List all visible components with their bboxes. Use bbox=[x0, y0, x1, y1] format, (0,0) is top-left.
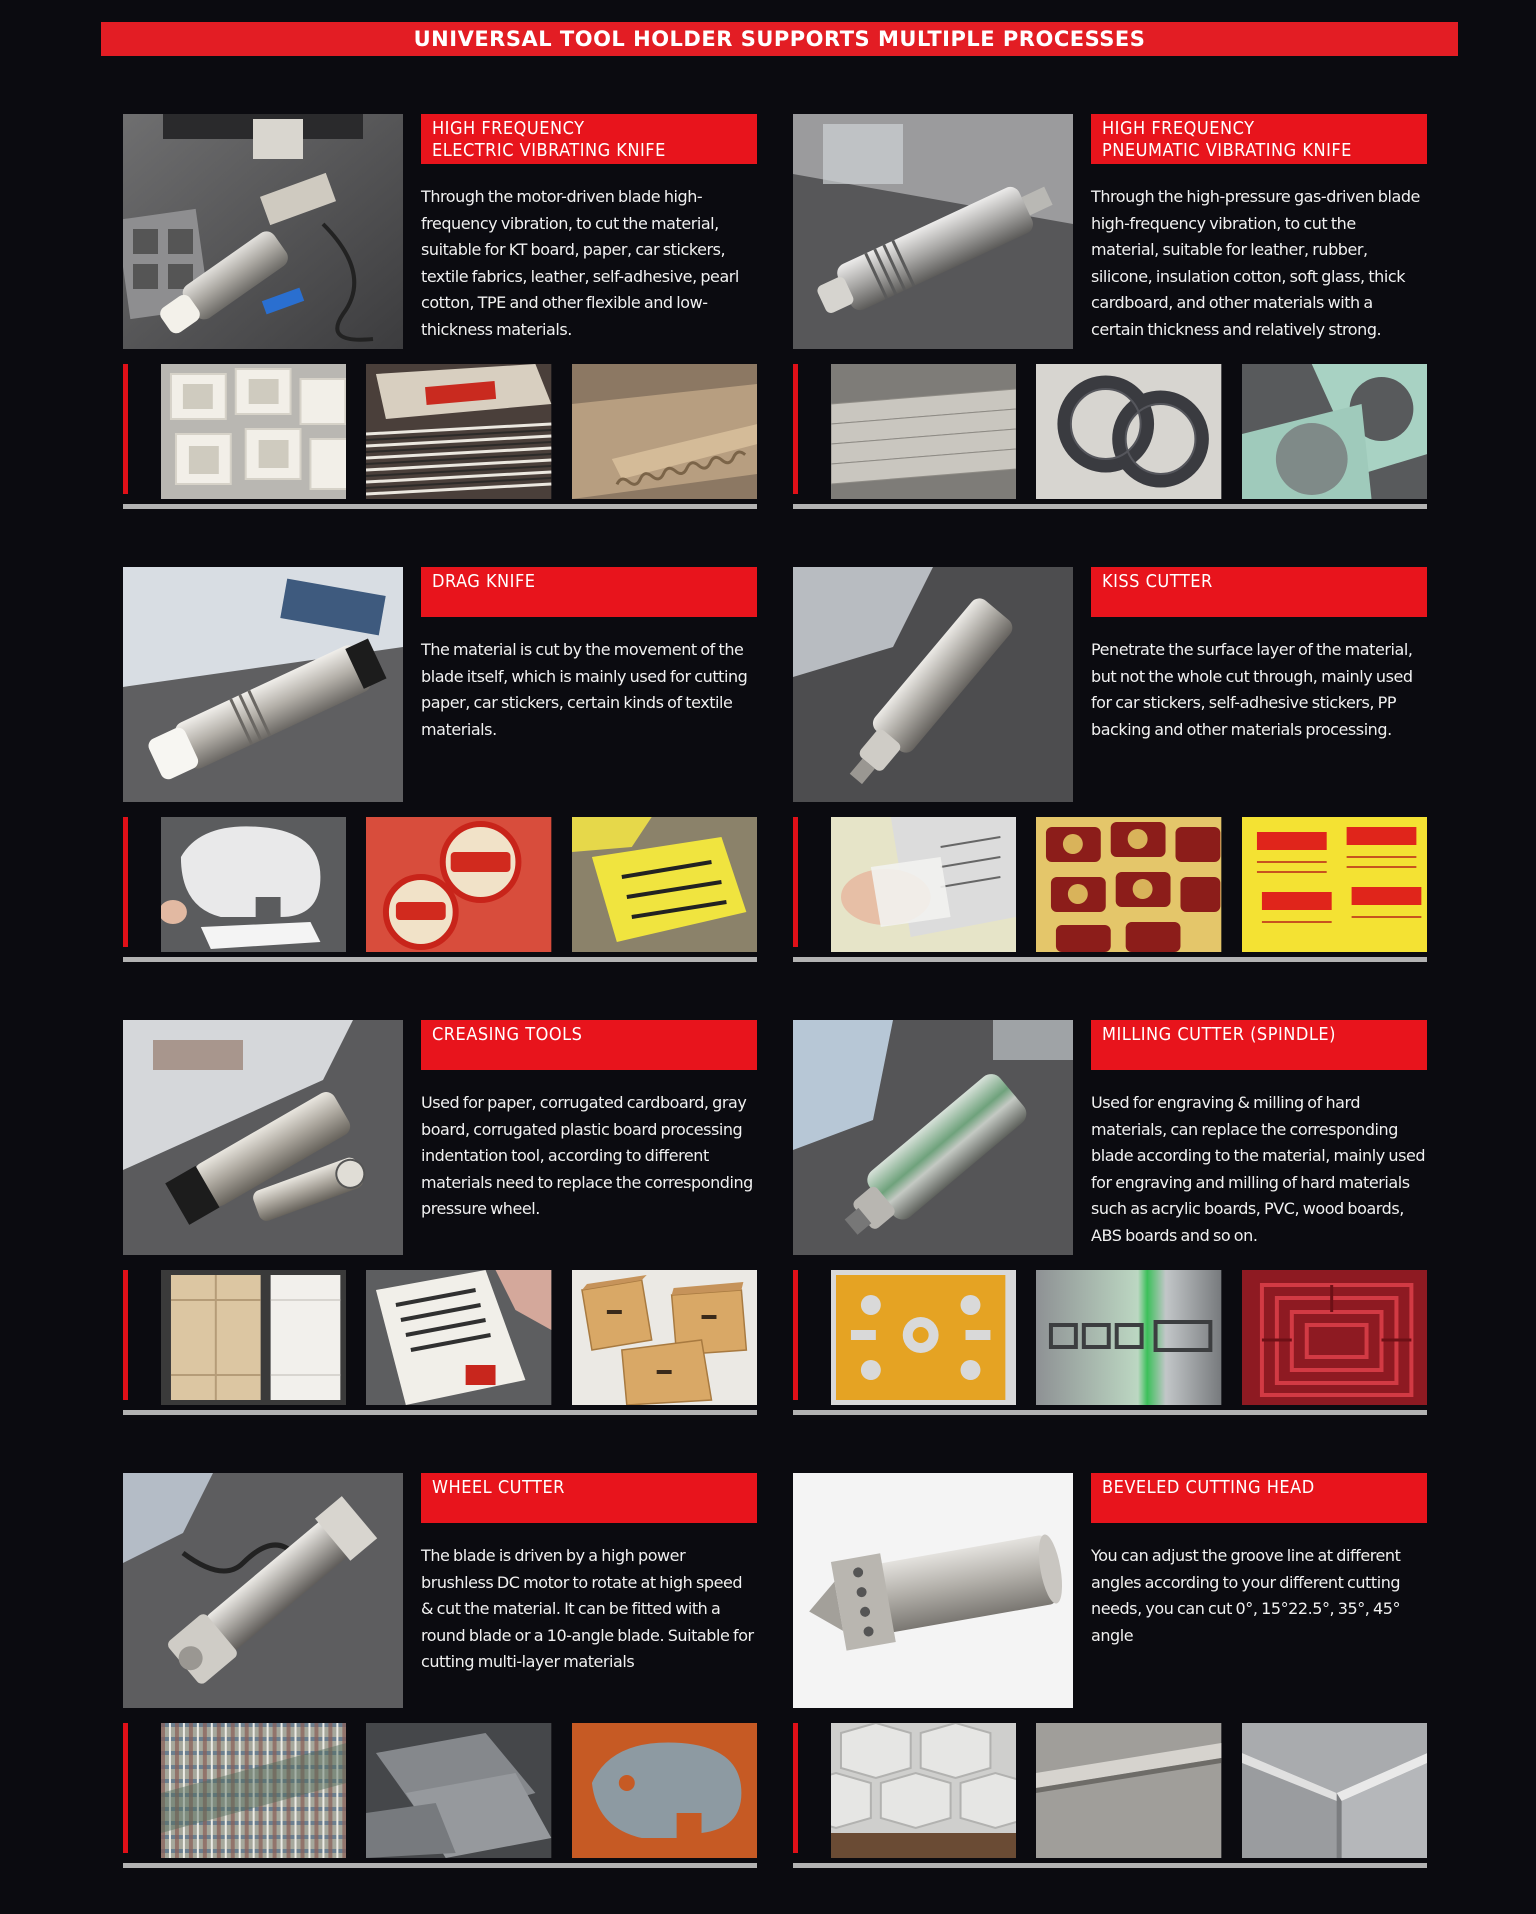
sample-gallery bbox=[831, 1723, 1427, 1858]
sample-image-warning-stickers bbox=[572, 817, 757, 952]
sample-image-silver-label bbox=[831, 817, 1016, 952]
tool-title bbox=[1091, 1020, 1427, 1070]
tool-description: The material is cut by the movement of the blade itself, which is mainly used for cutting paper, car stickers, certain kinds of textile materials. bbox=[421, 640, 748, 739]
sample-image-printed-boards bbox=[366, 364, 551, 499]
accent-bar bbox=[123, 364, 128, 494]
sample-image-kraft-labels bbox=[1036, 817, 1221, 952]
sample-image-cartons bbox=[572, 1270, 757, 1405]
sample-gallery bbox=[161, 364, 757, 499]
tool-description: You can adjust the groove line at different angles according to your different cutting needs, you can cut 0°, 15°22.5°, 35°, 45° angle bbox=[1091, 1546, 1401, 1645]
tool-card-wheel-cutter bbox=[123, 1473, 757, 1893]
accent-bar bbox=[123, 1723, 128, 1853]
sample-image-v-groove bbox=[1036, 1723, 1221, 1858]
sample-gallery bbox=[161, 817, 757, 952]
tool-photo bbox=[123, 1473, 403, 1708]
section-divider bbox=[123, 957, 757, 962]
tool-title-line1: HIGH FREQUENCY bbox=[432, 118, 585, 139]
sample-image-red-stickers bbox=[366, 817, 551, 952]
tool-title bbox=[1091, 1473, 1427, 1523]
section-divider bbox=[793, 957, 1427, 962]
sample-image-red-maze bbox=[1242, 1270, 1427, 1405]
sample-image-caution-labels bbox=[1242, 817, 1427, 952]
tool-card-pneumatic-vibrating-knife bbox=[793, 114, 1427, 534]
section-divider bbox=[123, 1863, 757, 1868]
sample-image-hexagon-panel bbox=[831, 1723, 1016, 1858]
tool-card-electric-vibrating-knife bbox=[123, 114, 757, 534]
sample-image-felt-elephant bbox=[572, 1723, 757, 1858]
section-divider bbox=[123, 1410, 757, 1415]
sample-image-foam-elephant bbox=[161, 817, 346, 952]
tool-title-line2: ELECTRIC VIBRATING KNIFE bbox=[432, 140, 666, 161]
section-divider bbox=[793, 504, 1427, 509]
tool-description: Used for engraving & milling of hard materials, can replace the corresponding blade according to the material, mainly used for engraving and milling of hard materials such as acrylic boards, PVC, wood boards, ABS boards and so on. bbox=[1091, 1093, 1426, 1245]
section-divider bbox=[123, 504, 757, 509]
tool-title-line1: BEVELED CUTTING HEAD bbox=[1102, 1477, 1315, 1498]
tool-title bbox=[421, 1473, 757, 1523]
section-divider bbox=[793, 1863, 1427, 1868]
tool-title-line1: DRAG KNIFE bbox=[432, 571, 536, 592]
tool-photo bbox=[793, 1473, 1073, 1708]
tool-card-beveled-cutting-head bbox=[793, 1473, 1427, 1893]
sample-image-yellow-panel bbox=[831, 1270, 1016, 1405]
accent-bar bbox=[793, 364, 798, 494]
tool-description: Through the motor-driven blade high-frequency vibration, to cut the material, suitable for KT board, paper, car stickers, textile fabrics, leather, self-adhesive, pearl cotton, TPE and other flexible and low-thickness materials. bbox=[421, 187, 739, 339]
tool-title-line1: KISS CUTTER bbox=[1102, 571, 1213, 592]
sample-image-grey-board bbox=[831, 364, 1016, 499]
tool-title bbox=[1091, 114, 1427, 164]
tool-photo bbox=[123, 567, 403, 802]
tool-title-line1: WHEEL CUTTER bbox=[432, 1477, 565, 1498]
tool-title-line2: PNEUMATIC VIBRATING KNIFE bbox=[1102, 140, 1352, 161]
tool-description: Used for paper, corrugated cardboard, gray board, corrugated plastic board processing indentation tool, according to different materials need to replace the corresponding pressure wheel. bbox=[421, 1093, 753, 1218]
tool-title-line1: CREASING TOOLS bbox=[432, 1024, 583, 1045]
tool-title bbox=[1091, 567, 1427, 617]
tool-card-creasing-tools bbox=[123, 1020, 757, 1440]
sample-gallery bbox=[161, 1270, 757, 1405]
sample-gallery bbox=[831, 1270, 1427, 1405]
section-divider bbox=[793, 1410, 1427, 1415]
sample-image-silicone-rings bbox=[1242, 364, 1427, 499]
sample-image-felt-sheets bbox=[366, 1723, 551, 1858]
tool-photo bbox=[123, 1020, 403, 1255]
accent-bar bbox=[793, 817, 798, 947]
accent-bar bbox=[793, 1723, 798, 1853]
sample-gallery bbox=[831, 817, 1427, 952]
sample-image-corrugated bbox=[572, 364, 757, 499]
accent-bar bbox=[793, 1270, 798, 1400]
sample-image-aluminium-plate bbox=[1036, 1270, 1221, 1405]
sample-gallery bbox=[161, 1723, 757, 1858]
tool-card-kiss-cutter bbox=[793, 567, 1427, 987]
tool-title-line1: MILLING CUTTER (SPINDLE) bbox=[1102, 1024, 1336, 1045]
tool-photo bbox=[793, 114, 1073, 349]
accent-bar bbox=[123, 1270, 128, 1400]
sample-image-foam-boxes bbox=[161, 364, 346, 499]
tool-description: Through the high-pressure gas-driven blade high-frequency vibration, to cut the material, suitable for leather, rubber, silicone, insulation cotton, soft glass, thick cardboard, and other materials with a certain thickness and relatively strong. bbox=[1091, 187, 1420, 339]
page-banner: UNIVERSAL TOOL HOLDER SUPPORTS MULTIPLE PROCESSES bbox=[101, 22, 1458, 56]
tool-card-milling-cutter bbox=[793, 1020, 1427, 1440]
sample-image-rubber-gaskets bbox=[1036, 364, 1221, 499]
sample-image-beveled-boards bbox=[1242, 1723, 1427, 1858]
sample-image-printed-boxes bbox=[366, 1270, 551, 1405]
sample-image-plaid-fabric bbox=[161, 1723, 346, 1858]
sample-image-carton-blanks bbox=[161, 1270, 346, 1405]
tool-photo bbox=[793, 1020, 1073, 1255]
tool-title bbox=[421, 567, 757, 617]
tool-title bbox=[421, 114, 757, 164]
tool-description: Penetrate the surface layer of the material, but not the whole cut through, mainly used for car stickers, self-adhesive stickers, PP backing and other materials processing. bbox=[1091, 640, 1413, 739]
tool-title bbox=[421, 1020, 757, 1070]
tool-card-drag-knife bbox=[123, 567, 757, 987]
tool-title-line1: HIGH FREQUENCY bbox=[1102, 118, 1255, 139]
tool-description: The blade is driven by a high power brushless DC motor to rotate at high speed & cut the material. It can be fitted with a round blade or a 10-angle blade. Suitable for cutting multi-layer materials bbox=[421, 1546, 754, 1671]
tool-photo bbox=[123, 114, 403, 349]
tool-photo bbox=[793, 567, 1073, 802]
sample-gallery bbox=[831, 364, 1427, 499]
accent-bar bbox=[123, 817, 128, 947]
